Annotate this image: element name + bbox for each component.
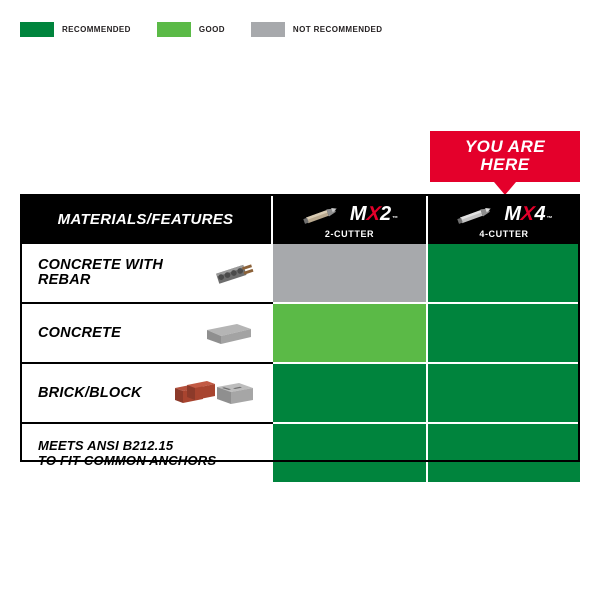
cell-concrete-4-cutter <box>427 303 580 363</box>
rebar-concrete-icon <box>211 256 257 290</box>
logo-letter-m: M <box>504 203 521 225</box>
legend-swatch-recommended-icon <box>20 22 54 37</box>
you-are-here-banner <box>430 131 580 182</box>
legend-item-not-recommended <box>251 22 383 37</box>
table-header-row <box>20 194 580 244</box>
header-2-cutter-cell <box>272 194 427 244</box>
logo-number: 2 <box>379 203 391 225</box>
cell-ansi-4-cutter <box>427 423 580 482</box>
you-are-here-callout <box>430 131 580 182</box>
concrete-block-icon <box>201 316 257 350</box>
ansi-line-1: MEETS ANSI B212.15 <box>38 438 174 453</box>
callout-line-1: YOU ARE <box>464 137 546 156</box>
cell-concrete-2-cutter <box>272 303 427 363</box>
header-4-cutter-sublabel: 4-CUTTER <box>479 228 529 239</box>
row-label-concrete-with-rebar <box>20 244 272 303</box>
row-label-text: CONCRETE WITH REBAR <box>38 257 164 288</box>
table-row <box>20 244 580 303</box>
brick-block-icon <box>173 376 257 410</box>
table-row <box>20 303 580 363</box>
materials-comparison-table <box>20 194 580 482</box>
cell-ansi-2-cutter <box>272 423 427 482</box>
logo-trademark: ™ <box>392 216 398 222</box>
row-label-concrete <box>20 303 272 363</box>
header-4-cutter-cell <box>427 194 580 244</box>
legend-label-good: GOOD <box>198 25 225 34</box>
row-label-ansi <box>20 423 272 482</box>
legend-item-good <box>157 22 225 37</box>
cell-rebar-2-cutter <box>272 244 427 303</box>
header-materials-label: MATERIALS/FEATURES <box>57 210 234 228</box>
legend-label-recommended: RECOMMENDED <box>62 25 131 34</box>
cell-rebar-4-cutter <box>427 244 580 303</box>
row-label-brick-block <box>20 363 272 423</box>
ansi-line-2: TO FIT COMMON ANCHORS <box>38 453 217 468</box>
header-materials-cell <box>20 194 272 244</box>
cell-brick-4-cutter <box>427 363 580 423</box>
row-label-text: BRICK/BLOCK <box>38 384 142 401</box>
table-row <box>20 423 580 482</box>
drill-bit-4-cutter-icon <box>456 202 496 228</box>
logo-mx4 <box>504 203 551 226</box>
callout-line-2: HERE <box>480 155 530 174</box>
row-label-text-ansi <box>38 438 216 468</box>
logo-trademark: ™ <box>546 216 552 222</box>
logo-letter-x: X <box>365 203 381 225</box>
logo-letter-m: M <box>349 203 366 225</box>
logo-letter-x: X <box>519 203 535 225</box>
drill-bit-2-cutter-icon <box>302 202 342 228</box>
cell-brick-2-cutter <box>272 363 427 423</box>
legend-item-recommended <box>20 22 131 37</box>
row-label-text: CONCRETE <box>38 324 121 341</box>
header-2-cutter-sublabel: 2-CUTTER <box>324 228 375 239</box>
legend-swatch-not-recommended-icon <box>251 22 285 37</box>
legend-swatch-good-icon <box>157 22 191 37</box>
legend <box>20 22 408 37</box>
legend-label-not-recommended: NOT RECOMMENDED <box>292 25 383 34</box>
logo-mx2 <box>350 203 397 226</box>
table-row <box>20 363 580 423</box>
logo-number: 4 <box>534 203 545 225</box>
